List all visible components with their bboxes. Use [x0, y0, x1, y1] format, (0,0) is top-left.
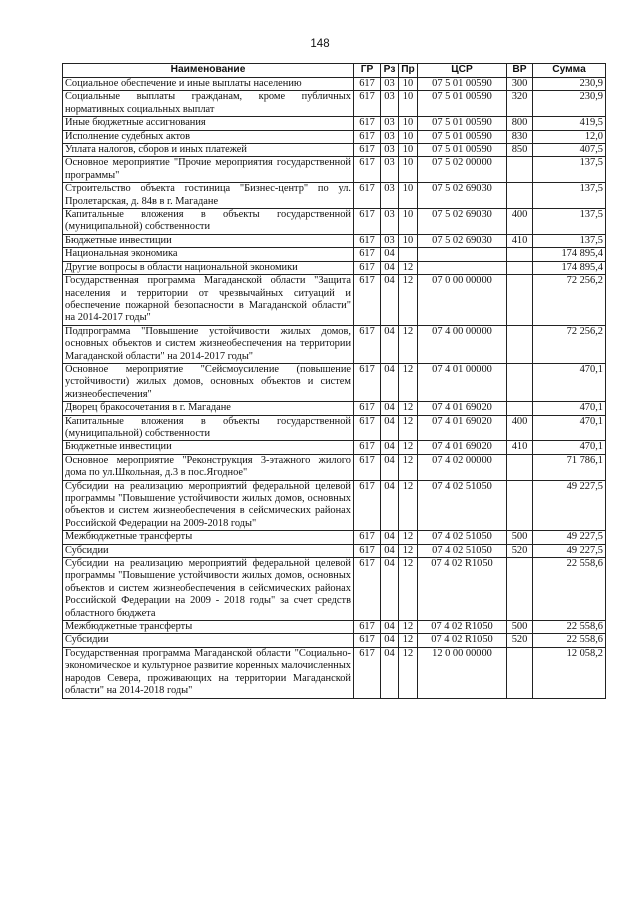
page-number: 148 [310, 38, 330, 50]
cell-rz: 04 [381, 325, 399, 363]
table-row [63, 91, 606, 117]
cell-name: Бюджетные инвестиции [63, 234, 354, 247]
cell-rz: 04 [381, 480, 399, 531]
cell-name: Уплата налогов, сборов и иных платежей [63, 144, 354, 157]
cell-vr: 850 [507, 144, 533, 157]
cell-sum: 22 558,6 [533, 634, 606, 647]
cell-gr: 617 [354, 117, 381, 130]
cell-gr: 617 [354, 183, 381, 209]
cell-rz: 04 [381, 558, 399, 621]
cell-vr [507, 261, 533, 274]
cell-vr: 400 [507, 209, 533, 235]
cell-pr: 10 [399, 117, 418, 130]
cell-gr: 617 [354, 480, 381, 531]
cell-rz: 04 [381, 402, 399, 415]
cell-pr [399, 248, 418, 261]
cell-rz: 04 [381, 248, 399, 261]
cell-name: Государственная программа Магаданской области "Социально-экономическое и культурное развитие коренных малочисленных народов Севера, проживающих на территории Магаданской области" на 2014-2018 годы" [63, 647, 354, 698]
cell-csr: 07 4 01 00000 [418, 363, 507, 401]
cell-pr: 12 [399, 634, 418, 647]
cell-pr: 12 [399, 480, 418, 531]
table-row [63, 275, 606, 326]
cell-rz: 03 [381, 117, 399, 130]
table-row [63, 144, 606, 157]
cell-name: Субсидии на реализацию мероприятий федеральной целевой программы "Повышение устойчивости жилых домов, основных объектов и систем жизнеобеспечения в сейсмических районах Российской Федерации на 2009-2018 годы" [63, 480, 354, 531]
table-row [63, 634, 606, 647]
cell-csr: 07 4 02 R1050 [418, 634, 507, 647]
cell-gr: 617 [354, 454, 381, 480]
cell-gr: 617 [354, 634, 381, 647]
cell-vr: 500 [507, 621, 533, 634]
cell-gr: 617 [354, 275, 381, 326]
cell-name: Подпрограмма "Повышение устойчивости жилых домов, основных объектов и систем жизнеобеспечения на территории Магаданской области" на 2014-2017 годы" [63, 325, 354, 363]
cell-pr: 10 [399, 183, 418, 209]
cell-pr: 12 [399, 441, 418, 454]
table-row [63, 261, 606, 274]
cell-sum: 174 895,4 [533, 248, 606, 261]
cell-sum: 137,5 [533, 157, 606, 183]
cell-name: Субсидии [63, 634, 354, 647]
cell-vr [507, 480, 533, 531]
table-row [63, 78, 606, 91]
cell-csr: 07 5 01 00590 [418, 78, 507, 91]
cell-vr [507, 248, 533, 261]
cell-csr: 07 4 02 51050 [418, 531, 507, 544]
cell-name: Основное мероприятие "Прочие мероприятия государственной программы" [63, 157, 354, 183]
cell-gr: 617 [354, 91, 381, 117]
cell-csr: 07 4 02 R1050 [418, 558, 507, 621]
cell-csr: 12 0 00 00000 [418, 647, 507, 698]
cell-sum: 470,1 [533, 415, 606, 441]
cell-csr: 07 4 02 R1050 [418, 621, 507, 634]
cell-gr: 617 [354, 234, 381, 247]
cell-rz: 03 [381, 78, 399, 91]
cell-rz: 04 [381, 275, 399, 326]
cell-sum: 174 895,4 [533, 261, 606, 274]
cell-pr: 12 [399, 261, 418, 274]
cell-name: Иные бюджетные ассигнования [63, 117, 354, 130]
cell-sum: 71 786,1 [533, 454, 606, 480]
cell-pr: 12 [399, 647, 418, 698]
cell-name: Государственная программа Магаданской области "Защита населения и территории от чрезвычайных ситуаций и обеспечение пожарной безопасности в Магаданской области" на 2014-2017 годы" [63, 275, 354, 326]
cell-gr: 617 [354, 647, 381, 698]
cell-name: Капитальные вложения в объекты государственной (муниципальной) собственности [63, 209, 354, 235]
cell-pr: 12 [399, 544, 418, 557]
cell-vr: 520 [507, 634, 533, 647]
cell-sum: 72 256,2 [533, 325, 606, 363]
cell-gr: 617 [354, 130, 381, 143]
table-row [63, 248, 606, 261]
cell-name: Дворец бракосочетания в г. Магадане [63, 402, 354, 415]
table-row [63, 234, 606, 247]
cell-sum: 137,5 [533, 234, 606, 247]
table-row [63, 454, 606, 480]
cell-vr: 400 [507, 415, 533, 441]
cell-vr: 320 [507, 91, 533, 117]
cell-vr [507, 183, 533, 209]
cell-csr [418, 261, 507, 274]
cell-rz: 04 [381, 544, 399, 557]
cell-sum: 137,5 [533, 209, 606, 235]
cell-pr: 12 [399, 531, 418, 544]
table-row [63, 130, 606, 143]
cell-vr [507, 275, 533, 326]
cell-pr: 12 [399, 558, 418, 621]
cell-csr: 07 5 01 00590 [418, 144, 507, 157]
cell-pr: 12 [399, 415, 418, 441]
header-gr: ГР [354, 64, 381, 78]
cell-name: Социальное обеспечение и иные выплаты населению [63, 78, 354, 91]
cell-name: Другие вопросы в области национальной экономики [63, 261, 354, 274]
cell-sum: 230,9 [533, 78, 606, 91]
cell-vr: 830 [507, 130, 533, 143]
cell-sum: 470,1 [533, 441, 606, 454]
cell-sum: 470,1 [533, 402, 606, 415]
cell-csr: 07 5 01 00590 [418, 91, 507, 117]
table-row [63, 209, 606, 235]
cell-csr: 07 4 02 51050 [418, 544, 507, 557]
table-row [63, 402, 606, 415]
cell-vr [507, 363, 533, 401]
cell-rz: 04 [381, 531, 399, 544]
cell-rz: 03 [381, 91, 399, 117]
cell-pr: 12 [399, 621, 418, 634]
table-row [63, 117, 606, 130]
cell-pr: 10 [399, 130, 418, 143]
cell-rz: 04 [381, 441, 399, 454]
table-row [63, 183, 606, 209]
cell-rz: 03 [381, 144, 399, 157]
cell-csr: 07 0 00 00000 [418, 275, 507, 326]
cell-csr: 07 5 02 69030 [418, 209, 507, 235]
cell-vr: 500 [507, 531, 533, 544]
cell-gr: 617 [354, 544, 381, 557]
cell-gr: 617 [354, 209, 381, 235]
table-row [63, 621, 606, 634]
cell-vr [507, 454, 533, 480]
cell-csr: 07 5 01 00590 [418, 130, 507, 143]
cell-vr [507, 157, 533, 183]
cell-csr: 07 4 01 69020 [418, 441, 507, 454]
cell-rz: 03 [381, 130, 399, 143]
cell-gr: 617 [354, 531, 381, 544]
cell-vr: 410 [507, 441, 533, 454]
header-sum: Сумма [533, 64, 606, 78]
header-csr: ЦСР [418, 64, 507, 78]
cell-gr: 617 [354, 402, 381, 415]
cell-gr: 617 [354, 558, 381, 621]
cell-sum: 72 256,2 [533, 275, 606, 326]
cell-sum: 49 227,5 [533, 531, 606, 544]
header-pr: Пр [399, 64, 418, 78]
cell-name: Межбюджетные трансферты [63, 621, 354, 634]
cell-vr: 800 [507, 117, 533, 130]
cell-pr: 10 [399, 234, 418, 247]
cell-csr: 07 5 02 69030 [418, 183, 507, 209]
cell-pr: 12 [399, 402, 418, 415]
cell-gr: 617 [354, 621, 381, 634]
cell-gr: 617 [354, 248, 381, 261]
cell-vr [507, 325, 533, 363]
cell-csr: 07 4 01 69020 [418, 402, 507, 415]
cell-name: Исполнение судебных актов [63, 130, 354, 143]
cell-csr: 07 4 00 00000 [418, 325, 507, 363]
table-row [63, 325, 606, 363]
cell-sum: 137,5 [533, 183, 606, 209]
cell-gr: 617 [354, 261, 381, 274]
cell-pr: 12 [399, 363, 418, 401]
table-row [63, 415, 606, 441]
cell-pr: 12 [399, 454, 418, 480]
cell-name: Основное мероприятие "Сейсмоусиление (повышение устойчивости) жилых домов, основных объектов и систем жизнеобеспечения" [63, 363, 354, 401]
cell-gr: 617 [354, 325, 381, 363]
cell-sum: 22 558,6 [533, 621, 606, 634]
cell-sum: 12 058,2 [533, 647, 606, 698]
cell-name: Субсидии на реализацию мероприятий федеральной целевой программы "Повышение устойчивости жилых домов, основных объектов и систем жизнеобеспечения в сейсмических районах Российской Федерации на 2009 - 2018 годы" за счет средств областного бюджета [63, 558, 354, 621]
table-row [63, 441, 606, 454]
cell-gr: 617 [354, 144, 381, 157]
table-row [63, 480, 606, 531]
budget-table [62, 63, 606, 699]
cell-name: Межбюджетные трансферты [63, 531, 354, 544]
cell-pr: 12 [399, 275, 418, 326]
cell-vr: 520 [507, 544, 533, 557]
cell-rz: 04 [381, 621, 399, 634]
cell-sum: 12,0 [533, 130, 606, 143]
cell-pr: 10 [399, 78, 418, 91]
cell-sum: 22 558,6 [533, 558, 606, 621]
cell-csr: 07 5 02 69030 [418, 234, 507, 247]
cell-rz: 03 [381, 183, 399, 209]
cell-rz: 03 [381, 157, 399, 183]
table-row [63, 544, 606, 557]
header-name: Наименование [63, 64, 354, 78]
table-row [63, 558, 606, 621]
table-header-row [63, 64, 606, 78]
cell-name: Строительство объекта гостиница "Бизнес-центр" по ул. Пролетарская, д. 84в в г. Магадане [63, 183, 354, 209]
cell-name: Социальные выплаты гражданам, кроме публичных нормативных социальных выплат [63, 91, 354, 117]
cell-gr: 617 [354, 363, 381, 401]
table-row [63, 363, 606, 401]
cell-rz: 04 [381, 454, 399, 480]
cell-sum: 230,9 [533, 91, 606, 117]
table-row [63, 647, 606, 698]
table-row [63, 157, 606, 183]
cell-rz: 04 [381, 415, 399, 441]
cell-csr: 07 4 02 00000 [418, 454, 507, 480]
cell-gr: 617 [354, 441, 381, 454]
cell-csr: 07 5 02 00000 [418, 157, 507, 183]
table-body [63, 78, 606, 699]
cell-rz: 03 [381, 209, 399, 235]
cell-name: Бюджетные инвестиции [63, 441, 354, 454]
cell-csr: 07 4 01 69020 [418, 415, 507, 441]
cell-sum: 49 227,5 [533, 480, 606, 531]
cell-vr: 410 [507, 234, 533, 247]
cell-name: Субсидии [63, 544, 354, 557]
cell-name: Национальная экономика [63, 248, 354, 261]
cell-rz: 04 [381, 634, 399, 647]
cell-pr: 10 [399, 144, 418, 157]
cell-pr: 10 [399, 209, 418, 235]
header-vr: ВР [507, 64, 533, 78]
cell-gr: 617 [354, 415, 381, 441]
cell-pr: 10 [399, 157, 418, 183]
cell-sum: 49 227,5 [533, 544, 606, 557]
cell-gr: 617 [354, 157, 381, 183]
cell-csr: 07 5 01 00590 [418, 117, 507, 130]
cell-pr: 12 [399, 325, 418, 363]
cell-name: Основное мероприятие "Реконструкция 3-этажного жилого дома по ул.Школьная, д.3 в пос.Ягодное" [63, 454, 354, 480]
cell-rz: 04 [381, 261, 399, 274]
cell-rz: 04 [381, 647, 399, 698]
cell-sum: 407,5 [533, 144, 606, 157]
cell-sum: 470,1 [533, 363, 606, 401]
table-row [63, 531, 606, 544]
cell-csr: 07 4 02 51050 [418, 480, 507, 531]
cell-csr [418, 248, 507, 261]
cell-name: Капитальные вложения в объекты государственной (муниципальной) собственности [63, 415, 354, 441]
cell-pr: 10 [399, 91, 418, 117]
cell-sum: 419,5 [533, 117, 606, 130]
cell-rz: 03 [381, 234, 399, 247]
cell-rz: 04 [381, 363, 399, 401]
cell-gr: 617 [354, 78, 381, 91]
cell-vr [507, 558, 533, 621]
header-rz: Рз [381, 64, 399, 78]
cell-vr [507, 647, 533, 698]
cell-vr [507, 402, 533, 415]
cell-vr: 300 [507, 78, 533, 91]
